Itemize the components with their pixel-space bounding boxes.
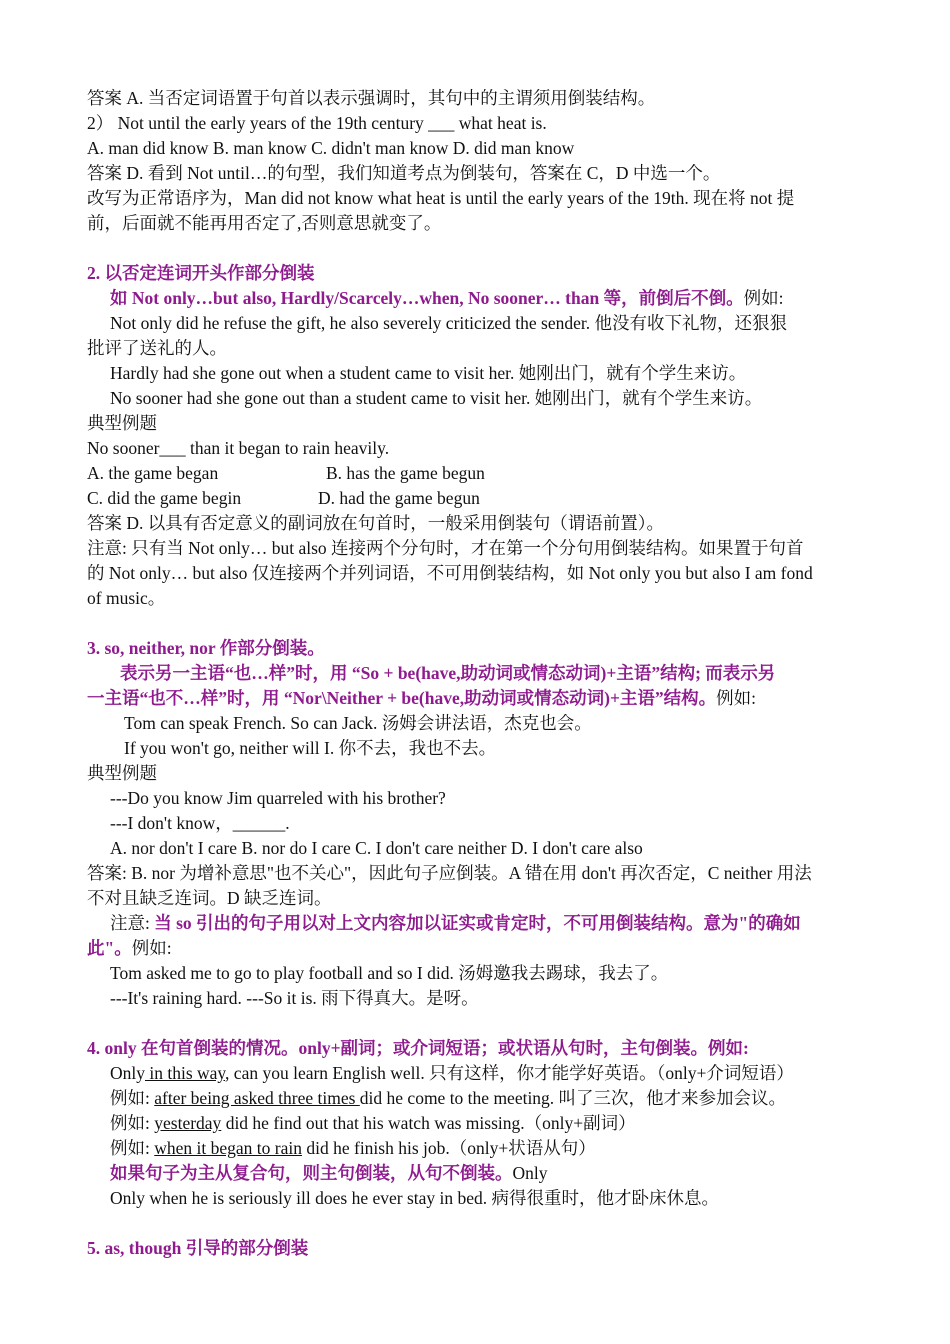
example-line: Tom can speak French. So can Jack. 汤姆会讲法语，杰克也会。 xyxy=(124,713,592,733)
rule-line xyxy=(110,1161,548,1185)
example-line: Tom asked me to go to play football and so I did. 汤姆邀我去踢球，我去了。 xyxy=(110,963,669,983)
only-word: Only xyxy=(110,1063,145,1083)
rule-line xyxy=(87,686,756,710)
options-line: A. nor don't I care B. nor do I care C. I don't care neither D. I don't care also xyxy=(110,838,643,858)
example-line xyxy=(110,1086,786,1110)
example-rest: , can you learn English well. 只有这样，你才能学好英语。（only+介词短语） xyxy=(225,1063,794,1083)
typical-example-label: 典型例题 xyxy=(87,413,157,433)
example-rest: did he finish his job.（only+状语从句） xyxy=(301,1138,596,1158)
rule-text: 如果句子为主从复合句，则主句倒装，从句不倒装。 xyxy=(110,1163,513,1183)
example-prefix: Only xyxy=(512,1163,548,1183)
note-line: 注意: 只有当 Not only… but also 连接两个分句时，才在第一个分句用倒装结构。如果置于句首 xyxy=(87,538,804,558)
dialogue-line: ---I don't know，______. xyxy=(110,813,290,833)
rule-text: 如 Not only…but also, Hardly/Scarcely…when, No sooner… than 等，前倒后不倒。 xyxy=(110,288,744,308)
underlined-phrase: yesterday xyxy=(154,1113,222,1133)
dialogue-line: ---Do you know Jim quarreled with his brother? xyxy=(110,788,446,808)
underlined-phrase: after being asked three times xyxy=(154,1088,360,1108)
note-label: 注意: xyxy=(110,913,155,933)
paragraph-line: 前，后面就不能再用否定了,否则意思就变了。 xyxy=(87,213,442,233)
underlined-phrase: in this way xyxy=(145,1063,226,1083)
example-prefix: 例如: xyxy=(743,288,784,308)
section-heading-2: 2. 以否定连词开头作部分倒装 xyxy=(87,263,315,283)
only-word: 例如: xyxy=(110,1138,155,1158)
example-line xyxy=(110,1061,794,1085)
option-a: A. the game began xyxy=(87,463,219,483)
answer-line: 不对且缺乏连词。D 缺乏连词。 xyxy=(87,888,332,908)
example-line: Not only did he refuse the gift, he also severely criticized the sender. 他没有收下礼物，还狠狠 xyxy=(110,313,787,333)
section-heading-3: 3. so, neither, nor 作部分倒装。 xyxy=(87,638,325,658)
underlined-phrase: when it began to rain xyxy=(154,1138,302,1158)
example-line: ---It's raining hard. ---So it is. 雨下得真大。是呀。 xyxy=(110,988,479,1008)
note-text: 此"。 xyxy=(87,938,132,958)
example-line: 批评了送礼的人。 xyxy=(87,338,227,358)
example-line xyxy=(110,1136,596,1160)
option-b: B. has the game begun xyxy=(326,463,485,483)
only-word: 例如: xyxy=(110,1113,155,1133)
section-heading-5: 5. as, though 引导的部分倒装 xyxy=(87,1238,309,1258)
note-line: 的 Not only… but also 仅连接两个并列词语，不可用倒装结构，如 Not only you but also I am fond xyxy=(87,563,813,583)
note-line: of music。 xyxy=(87,588,166,608)
section-heading-4: 4. only 在句首倒装的情况。only+副词；或介词短语；或状语从句时，主句倒装。例如: xyxy=(87,1038,749,1058)
example-prefix: 例如: xyxy=(716,688,757,708)
note-text: 当 so 引出的句子用以对上文内容加以证实或肯定时，不可用倒装结构。意为"的确如 xyxy=(154,913,801,933)
options-line: A. man did know B. man know C. didn't man know D. did man know xyxy=(87,138,575,158)
example-line xyxy=(110,1111,636,1135)
paragraph-line: 改写为正常语序为，Man did not know what heat is until the early years of the 19th. 现在将 not 提 xyxy=(87,188,795,208)
example-line: If you won't go, neither will I. 你不去，我也不去。 xyxy=(124,738,497,758)
note-line xyxy=(87,936,172,960)
question-line: 2） Not until the early years of the 19th century ___ what heat is. xyxy=(87,113,547,133)
answer-line: 答案 D. 以具有否定意义的副词放在句首时，一般采用倒装句（谓语前置）。 xyxy=(87,513,665,533)
example-rest: did he find out that his watch was missing.（only+副词） xyxy=(221,1113,636,1133)
example-prefix: 例如: xyxy=(131,938,172,958)
rule-text: 一主语“也不…样”时，用 “Nor\Neither + be(have,助动词或情态动词)+主语”结构。 xyxy=(87,688,717,708)
only-word: 例如: xyxy=(110,1088,155,1108)
option-d: D. had the game begun xyxy=(318,488,480,508)
question-line: No sooner___ than it began to rain heavily. xyxy=(87,438,390,458)
option-c: C. did the game begin xyxy=(87,488,242,508)
example-line: Hardly had she gone out when a student came to visit her. 她刚出门，就有个学生来访。 xyxy=(110,363,747,383)
answer-line: 答案 A. 当否定词语置于句首以表示强调时，其句中的主谓须用倒装结构。 xyxy=(87,88,656,108)
answer-line: 答案: B. nor 为增补意思"也不关心"，因此句子应倒装。A 错在用 don't 再次否定，C neither 用法 xyxy=(87,863,812,883)
typical-example-label: 典型例题 xyxy=(87,763,157,783)
rule-line xyxy=(110,286,783,310)
example-rest: did he come to the meeting. 叫了三次，他才来参加会议。 xyxy=(359,1088,787,1108)
example-line: No sooner had she gone out than a student came to visit her. 她刚出门，就有个学生来访。 xyxy=(110,388,763,408)
note-line xyxy=(110,911,801,935)
rule-line: 表示另一主语“也…样”时，用 “So + be(have,助动词或情态动词)+主语”结构; 而表示另 xyxy=(120,663,776,683)
example-line: Only when he is seriously ill does he ever stay in bed. 病得很重时，他才卧床休息。 xyxy=(110,1188,720,1208)
answer-line: 答案 D. 看到 Not until…的句型，我们知道考点为倒装句，答案在 C，D 中选一个。 xyxy=(87,163,721,183)
